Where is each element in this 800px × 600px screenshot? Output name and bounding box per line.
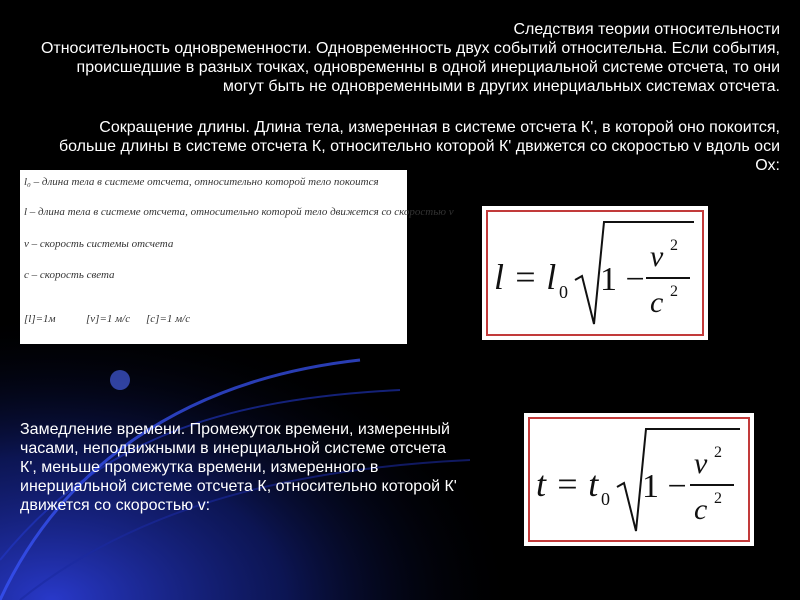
time-c: c — [694, 493, 708, 526]
time-one-minus: 1 − — [642, 468, 687, 505]
time-c-sq: 2 — [714, 490, 722, 507]
time-formula-image — [524, 413, 754, 546]
legend-units-v: [v]=1 м/с — [86, 313, 131, 325]
simultaneity-text: Относительность одновременности. Одновременность двух событий относительна. Если события, происшедшие в разных точках, одновременны в одной инерциальной системе отсчета, то они могут быть не одновременными в других инерциальных системах отсчета. — [40, 40, 780, 95]
title-line: Следствия теории относительности — [513, 21, 780, 38]
length-formula — [482, 206, 708, 340]
length-c: c — [650, 286, 664, 319]
time-v: v — [694, 447, 708, 480]
legend-units-l: [l]=1м — [24, 313, 56, 325]
length-v-sq: 2 — [670, 237, 678, 254]
legend-units-c: [c]=1 м/с — [146, 313, 191, 325]
time-formula — [524, 413, 754, 546]
simultaneity-paragraph — [40, 20, 780, 96]
length-c-sq: 2 — [670, 283, 678, 300]
time-sub: 0 — [601, 489, 610, 509]
legend-line-2: l – длина тела в системе отсчета, относительно которой тело движется со скоростью v — [24, 206, 454, 218]
length-formula-image — [482, 206, 708, 340]
length-contraction-text: Сокращение длины. Длина тела, измеренная в системе отсчета К', в которой оно покоится, больше длины в системе отсчета К, относительно которой К' движется со скоростью v вдоль оси Ох: — [58, 119, 780, 174]
length-sub: 0 — [559, 282, 568, 302]
length-lhs: l = l — [494, 257, 557, 297]
length-one-minus: 1 − — [600, 261, 645, 298]
time-v-sq: 2 — [714, 444, 722, 461]
legend-line-3: v – скорость системы отсчета — [24, 238, 174, 250]
length-v: v — [650, 240, 664, 273]
legend-image — [20, 170, 454, 344]
legend-line-4: c – скорость света — [24, 269, 115, 281]
time-lhs: t = t — [536, 464, 599, 504]
legend-line-1: l₀ – длина тела в системе отсчета, относительно которой тело покоится — [24, 176, 379, 188]
time-dilation-text: Замедление времени. Промежуток времени, измеренный часами, неподвижными в инерциальной системе отсчета К', меньше промежутка времени, измеренного в инерциальной системе отсчета К, относительно которой К' движется со скоростью v: — [20, 421, 457, 514]
